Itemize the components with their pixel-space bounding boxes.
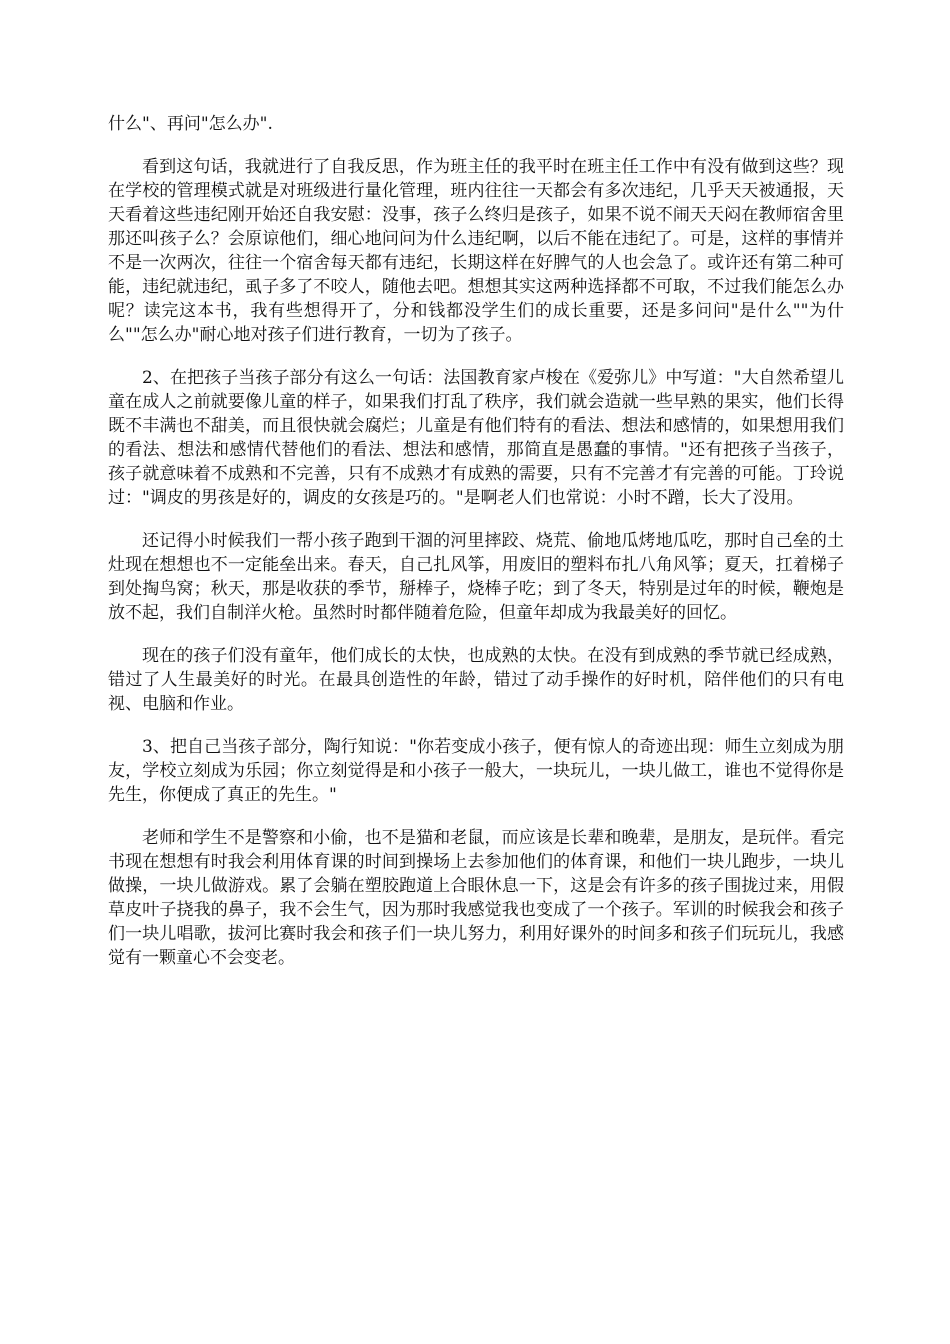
paragraph-childhood-memories: 还记得小时候我们一帮小孩子跑到干涸的河里摔跤、烧荒、偷地瓜烤地瓜吃，那时自己垒的土灶现在想想也不一定能垒出来。春天，自己扎风筝，用废旧的塑料布扎八角风筝；夏天，扛着梯子到处掏鸟窝；秋天，那是收获的季节，掰棒子，烧棒子吃；到了冬天，特别是过年的时候，鞭炮是放不起，我们自制洋火枪。虽然时时都伴随着危险，但童年却成为我最美好的回忆。: [108, 531, 844, 623]
document-page: [108, 112, 844, 989]
paragraph-reflection: 看到这句话，我就进行了自我反思，作为班主任的我平时在班主任工作中有没有做到这些？现在学校的管理模式就是对班级进行量化管理，班内往往一天都会有多次违纪，几乎天天被通报，天天看着这些违纪刚开始还自我安慰：没事，孩子么终归是孩子，如果不说不闹天天闷在教师宿舍里那还叫孩子么？会原谅他们，细心地问问为什么违纪啊，以后不能在违纪了。可是，这样的事情并不是一次两次，往往一个宿舍每天都有违纪，长期这样在好脾气的人也会急了。或许还有第二种可能，违纪就违纪，虱子多了不咬人，随他去吧。想想其实这两种选择都不可取，不过我们能怎么办呢？读完这本书，我有些想得开了，分和钱都没学生们的成长重要，还是多问问"是什么""为什么""怎么办"耐心地对孩子们进行教育，一切为了孩子。: [108, 157, 844, 345]
paragraph-section-3: 3、把自己当孩子部分，陶行知说："你若变成小孩子，便有惊人的奇迹出现：师生立刻成为朋友，学校立刻成为乐园；你立刻觉得是和小孩子一般大，一块玩儿，一块儿做工，谁也不觉得你是先生，你便成了真正的先生。": [108, 737, 844, 805]
paragraph-modern-children: 现在的孩子们没有童年，他们成长的太快，也成熟的太快。在没有到成熟的季节就已经成熟，错过了人生最美好的时光。在最具创造性的年龄，错过了动手操作的好时机，陪伴他们的只有电视、电脑和作业。: [108, 646, 844, 714]
paragraph-section-2: 2、在把孩子当孩子部分有这么一句话：法国教育家卢梭在《爱弥儿》中写道："大自然希望儿童在成人之前就要像儿童的样子，如果我们打乱了秩序，我们就会造就一些早熟的果实，他们长得既不丰满也不甜美，而且很快就会腐烂；儿童是有他们特有的看法、想法和感情的，如果想用我们的看法、想法和感情代替他们的看法、想法和感情，那简直是愚蠢的事情。"还有把孩子当孩子，孩子就意味着不成熟和不完善，只有不成熟才有成熟的需要，只有不完善才有完善的可能。丁玲说过："调皮的男孩是好的，调皮的女孩是巧的。"是啊老人们也常说：小时不蹭，长大了没用。: [108, 368, 844, 508]
paragraph-continuation: 什么"、再问"怎么办".: [108, 114, 273, 134]
paragraph-teacher-students: 老师和学生不是警察和小偷，也不是猫和老鼠，而应该是长辈和晚辈，是朋友，是玩伴。看完书现在想想有时我会利用体育课的时间到操场上去参加他们的体育课，和他们一块儿跑步，一块儿做操，一块儿做游戏。累了会躺在塑胶跑道上合眼休息一下，这是会有许多的孩子围拢过来，用假草皮叶子挠我的鼻子，我不会生气，因为那时我感觉我也变成了一个孩子。军训的时候我会和孩子们一块儿唱歌，拔河比赛时我会和孩子们一块儿努力，利用好课外的时间多和孩子们玩玩儿，我感觉有一颗童心不会变老。: [108, 828, 844, 968]
